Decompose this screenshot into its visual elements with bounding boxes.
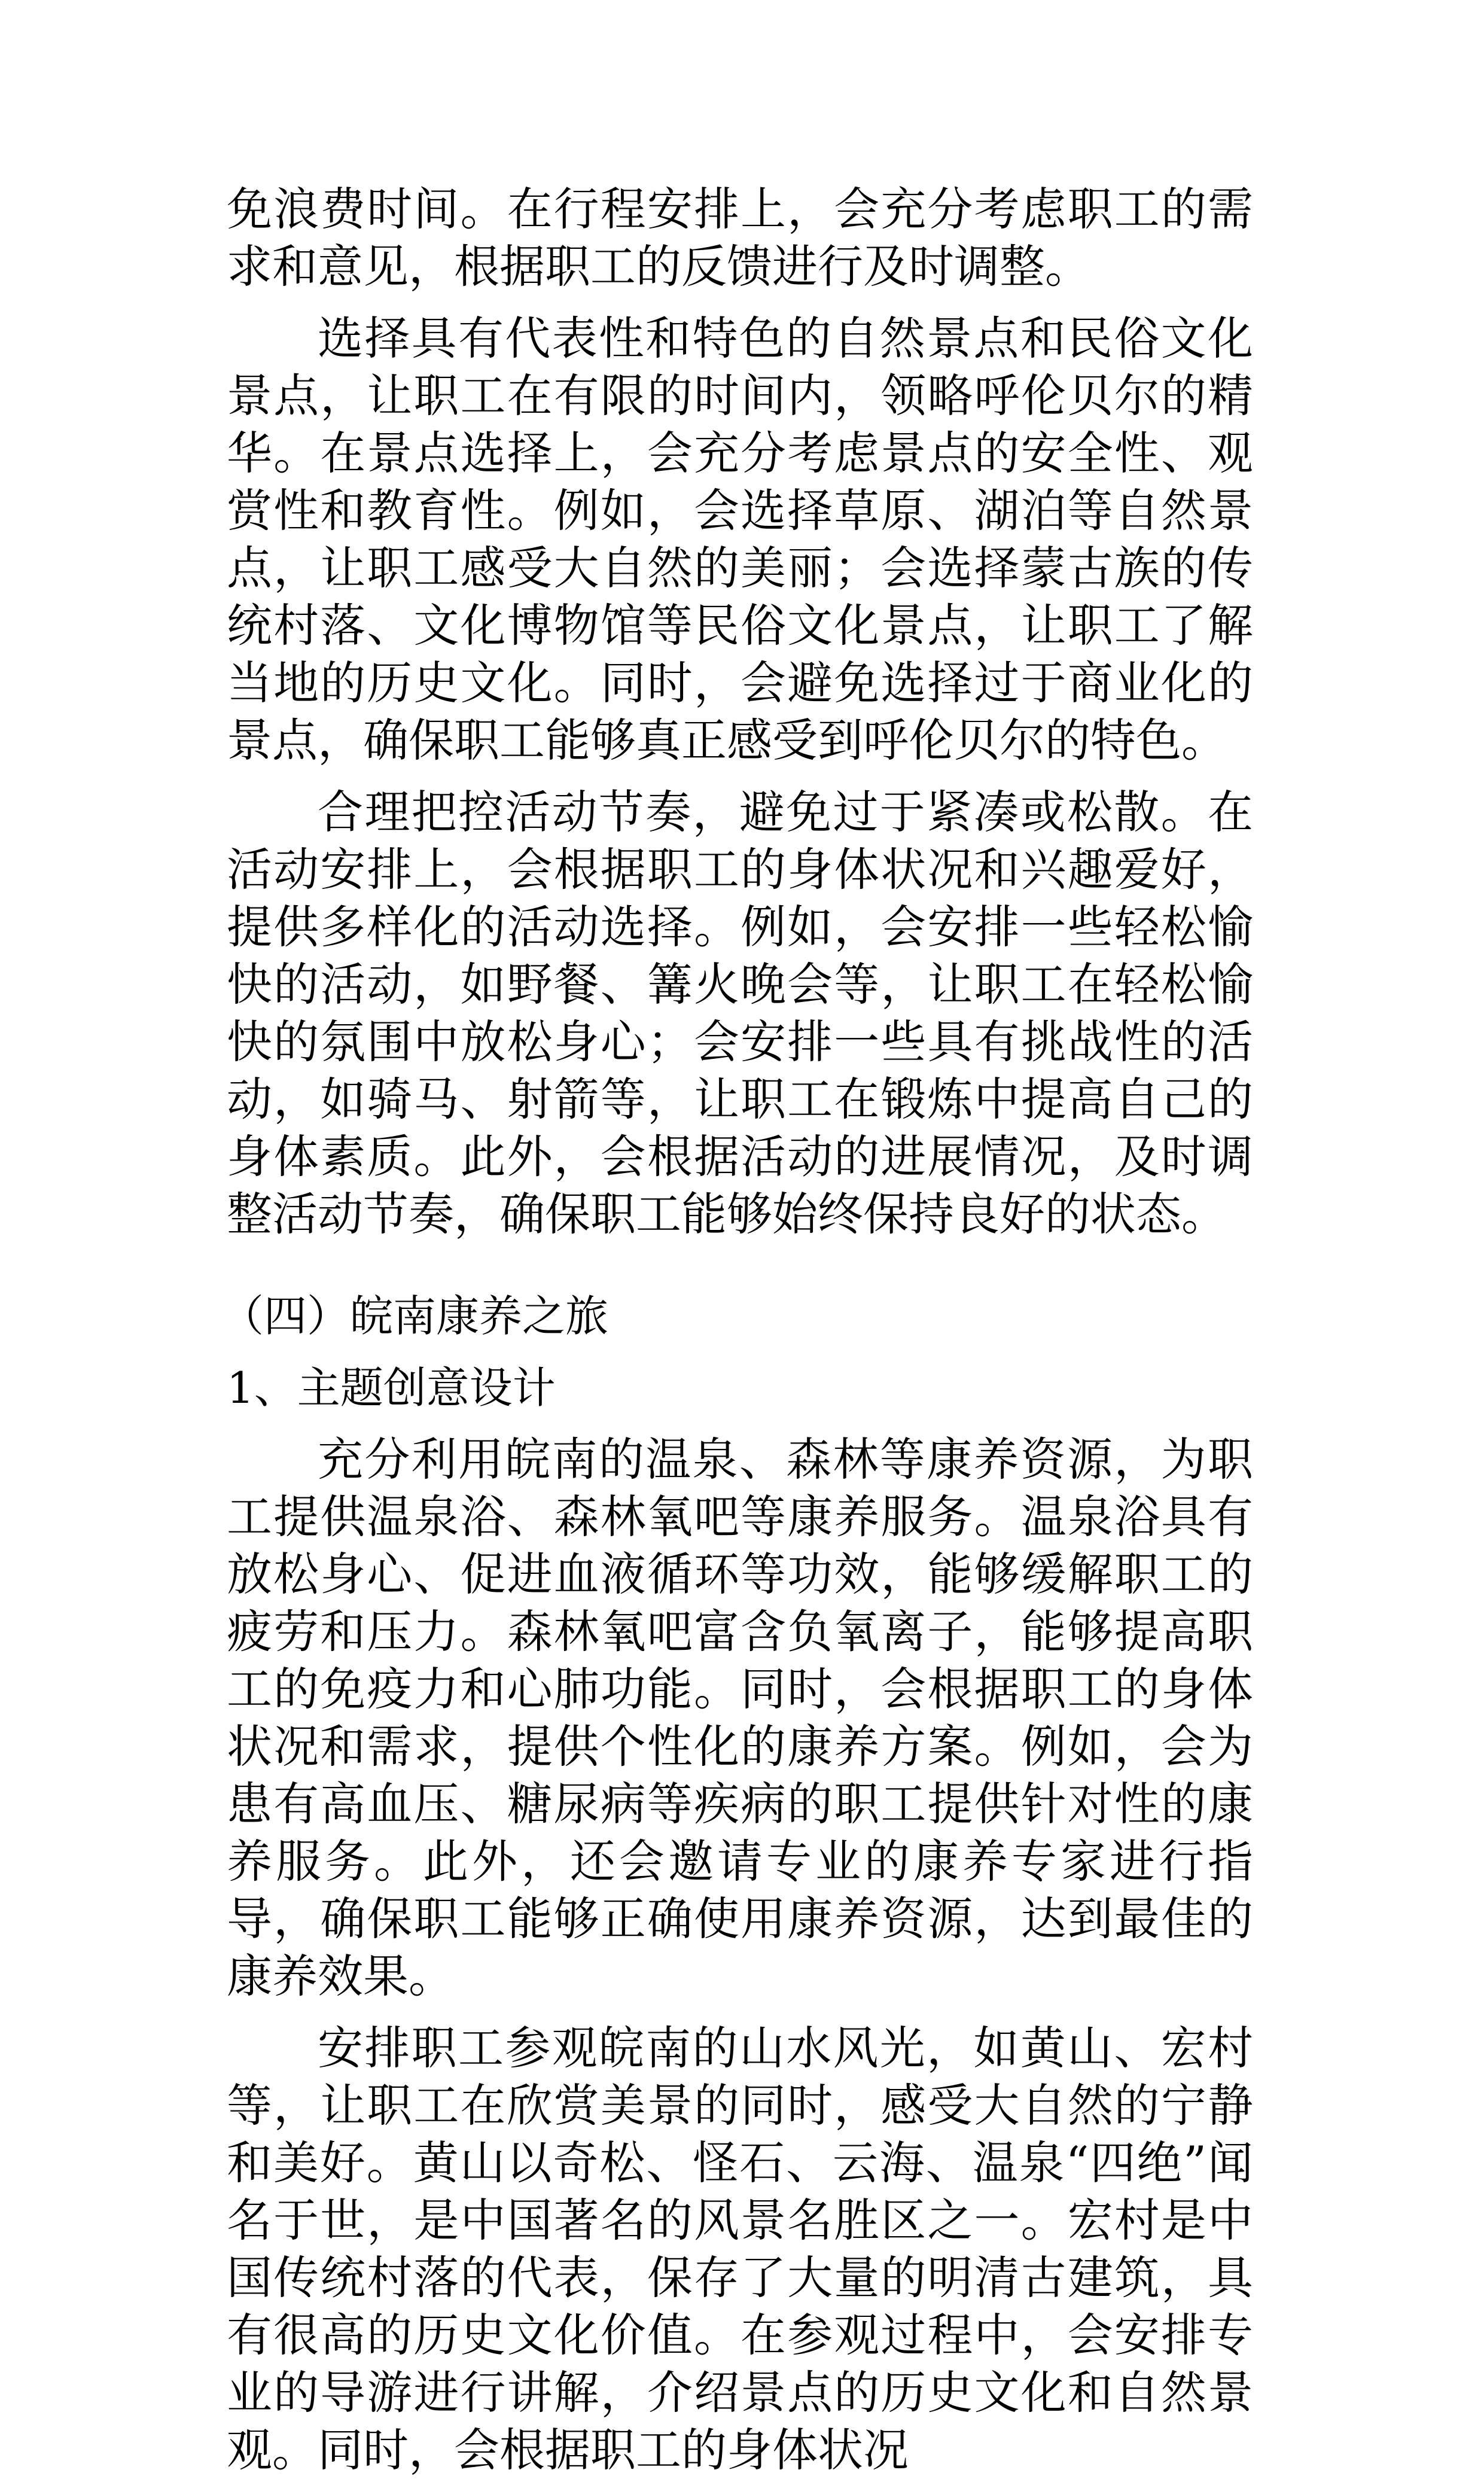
paragraph: 充分利用皖南的温泉、森林等康养资源，为职工提供温泉浴、森林氧吧等康养服务。温泉浴具有放松身心、促进血液循环等功效，能够缓解职工的疲劳和压力。森林氧吧富含负氧离子，能够提高职工的免疫力和心肺功能。同时，会根据职工的身体状况和需求，提供个性化的康养方案。例如，会为患有高血压、糖尿病等疾病的职工提供针对性的康养服务。此外，还会邀请专业的康养专家进行指导，确保职工能够正确使用康养资源，达到最佳的康养效果。: [227, 1433, 1253, 2003]
paragraph: 合理把控活动节奏，避免过于紧凑或松散。在活动安排上，会根据职工的身体状况和兴趣爱好，提供多样化的活动选择。例如，会安排一些轻松愉快的活动，如野餐、篝火晚会等，让职工在轻松愉快的氛围中放松身心；会安排一些具有挑战性的活动，如骑马、射箭等，让职工在锻炼中提高自己的身体素质。此外，会根据活动的进展情况，及时调整活动节奏，确保职工能够始终保持良好的状态。: [227, 785, 1253, 1241]
section-heading: （四）皖南康养之旅: [221, 1291, 609, 1341]
subsection-heading: 1、主题创意设计: [227, 1363, 556, 1413]
paragraph: 免浪费时间。在行程安排上，会充分考虑职工的需求和意见，根据职工的反馈进行及时调整。: [227, 182, 1253, 293]
paragraph: 安排职工参观皖南的山水风光，如黄山、宏村等，让职工在欣赏美景的同时，感受大自然的宁静和美好。黄山以奇松、怪石、云海、温泉“四绝”闻名于世，是中国著名的风景名胜区之一。宏村是中国传统村落的代表，保存了大量的明清古建筑，具有很高的历史文化价值。在参观过程中，会安排专业的导游进行讲解，介绍景点的历史文化和自然景观。同时，会根据职工的身体状况: [227, 2021, 1253, 2477]
document-page: [221, 181, 1253, 2479]
paragraph: 选择具有代表性和特色的自然景点和民俗文化景点，让职工在有限的时间内，领略呼伦贝尔的精华。在景点选择上，会充分考虑景点的安全性、观赏性和教育性。例如，会选择草原、湖泊等自然景点，让职工感受大自然的美丽；会选择蒙古族的传统村落、文化博物馆等民俗文化景点，让职工了解当地的历史文化。同时，会避免选择过于商业化的景点，确保职工能够真正感受到呼伦贝尔的特色。: [227, 312, 1253, 767]
